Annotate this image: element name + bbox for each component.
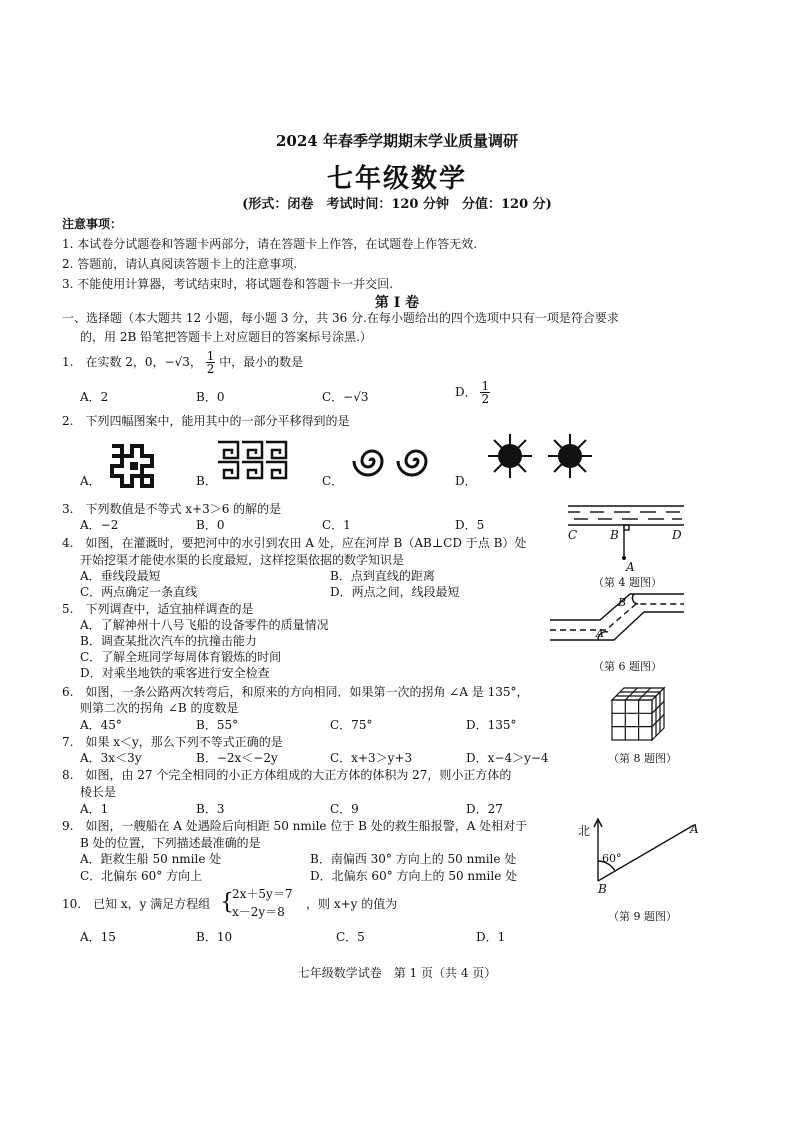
fig9-north-label: 北	[578, 824, 591, 838]
q2-option-a[interactable]: A．	[80, 474, 101, 488]
fig4-label-d: D	[672, 528, 682, 542]
section-heading: 一、选择题（本大题共 12 小题，每小题 3 分，共 36 分.在每小题给出的四个选项中只有一项是符合要求	[62, 311, 619, 325]
fig6-label-a: A	[596, 627, 604, 640]
question-9-cont: B 处的位置，下列描述最准确的是	[80, 836, 261, 850]
question-6-cont: 则第二次的拐角 ∠B 的度数是	[80, 701, 239, 715]
q9-option-a[interactable]: A．距救生船 50 nmile 处	[80, 852, 222, 866]
fig4-caption: （第 4 题图）	[593, 576, 662, 589]
q5-option-c[interactable]: C．了解全班同学每周体育锻炼的时间	[80, 650, 282, 664]
q4-option-d[interactable]: D．两点之间，线段最短	[330, 585, 460, 599]
q3-option-b[interactable]: B．0	[196, 518, 225, 532]
question-4: 4. 如图，在灌溉时，要把河中的水引到农田 A 处，应在河岸 B（AB⊥CD 于点 B）处	[62, 536, 527, 550]
page-footer: 七年级数学试卷 第 1 页（共 4 页）	[297, 966, 497, 980]
q3-option-a[interactable]: A．−2	[80, 518, 119, 532]
q2-option-c[interactable]: C．	[322, 474, 344, 488]
exam-title: 2024 年春季学期期末学业质量调研	[276, 132, 518, 150]
q1-option-a[interactable]: A．2	[80, 390, 109, 404]
q3-option-d[interactable]: D．5	[455, 518, 485, 532]
q6-option-a[interactable]: A．45°	[80, 718, 122, 732]
q2-pattern-a	[108, 440, 164, 490]
q8-option-a[interactable]: A．1	[80, 802, 109, 816]
q1-option-d[interactable]: D． $\frac{1}{2}$	[455, 379, 490, 406]
q7-option-c[interactable]: C．x+3＞y+3	[330, 751, 413, 765]
q10-option-a[interactable]: A．15	[80, 930, 116, 944]
q1-option-c[interactable]: C．−√3	[322, 390, 369, 404]
q9-option-d[interactable]: D．北偏东 60° 方向上的 50 nmile 处	[310, 869, 518, 883]
q5-option-a[interactable]: A．了解神州十八号飞船的设备零件的质量情况	[80, 618, 329, 632]
fig8-caption: （第 8 题图）	[608, 752, 677, 765]
note-item: 2. 答题前，请认真阅读答题卡上的注意事项.	[62, 257, 298, 271]
exam-meta: (形式：闭卷 考试时间：120 分钟 分值：120 分)	[242, 197, 552, 212]
q7-option-a[interactable]: A．3x＜3y	[80, 751, 142, 765]
q6-option-d[interactable]: D．135°	[466, 718, 517, 732]
q2-option-b[interactable]: B．	[196, 474, 217, 488]
fig4-label-b: B	[610, 528, 619, 542]
q9-option-b[interactable]: B．南偏西 30° 方向上的 50 nmile 处	[310, 852, 517, 866]
q3-option-c[interactable]: C．1	[322, 518, 351, 532]
figure-q8-cube	[610, 686, 672, 742]
volume-title: 第 I 卷	[374, 295, 420, 311]
q1-stem-b: 中，最小的数是	[219, 355, 304, 369]
q9-option-c[interactable]: C．北偏东 60° 方向上	[80, 869, 203, 883]
q1-option-b[interactable]: B．0	[196, 390, 225, 404]
question-8-cont: 棱长是	[80, 785, 117, 799]
section-heading-cont: 的，用 2B 铅笔把答题卡上对应题目的答案标号涂黑.）	[80, 330, 372, 344]
q10-option-d[interactable]: D．1	[476, 930, 506, 944]
question-6: 6. 如图，一条公路两次转弯后，和原来的方向相同．如果第一次的拐角 ∠A 是 135°，	[62, 685, 529, 699]
question-7: 7. 如果 x＜y，那么下列不等式正确的是	[62, 735, 283, 749]
question-8: 8. 如图，由 27 个完全相同的小正方体组成的大正方体的体积为 27，则小正方体的	[62, 768, 512, 782]
question-5: 5. 下列调查中，适宜抽样调查的是	[62, 602, 254, 616]
figure-q4	[560, 502, 690, 568]
question-10-stem-a: 10. 已知 x，y 满足方程组	[62, 897, 211, 911]
q2-pattern-b	[216, 440, 290, 480]
question-4-cont: 开始挖渠才能使水渠的长度最短，这样挖渠依据的数学知识是	[80, 553, 405, 567]
fig9-caption: （第 9 题图）	[608, 910, 677, 923]
fig9-angle-label: 60°	[602, 852, 622, 865]
fig6-label-b: B	[618, 596, 627, 609]
q10-option-b[interactable]: B．10	[196, 930, 233, 944]
question-3: 3. 下列数值是不等式 x+3＞6 的解的是	[62, 502, 282, 516]
subject-title: 七年级数学	[326, 164, 467, 194]
q2-pattern-d	[486, 432, 592, 482]
question-9: 9. 如图，一艘船在 A 处遇险后向相距 50 nmile 位于 B 处的救生船报警，A 处相对于	[62, 819, 528, 833]
q7-option-d[interactable]: D．x−4＞y−4	[466, 751, 549, 765]
note-item: 1. 本试卷分试题卷和答题卡两部分，请在答题卡上作答，在试题卷上作答无效.	[62, 237, 478, 251]
q8-option-b[interactable]: B．3	[196, 802, 225, 816]
question-10-stem-b: ，则 x+y 的值为	[306, 897, 398, 911]
fig4-label-a: A	[626, 560, 635, 574]
note-item: 3. 不能使用计算器，考试结束时，将试题卷和答题卡一并交回.	[62, 277, 394, 291]
q10-brace: {	[220, 890, 234, 915]
q5-option-b[interactable]: B．调查某批次汽车的抗撞击能力	[80, 634, 257, 648]
q2-option-d[interactable]: D．	[455, 474, 477, 488]
q4-option-b[interactable]: B．点到直线的距离	[330, 569, 435, 583]
q10-equation-1: 2x＋5y＝7	[232, 887, 293, 901]
q8-option-d[interactable]: D．27	[466, 802, 503, 816]
q6-option-b[interactable]: B．55°	[196, 718, 239, 732]
q5-option-d[interactable]: D．对乘坐地铁的乘客进行安全检查	[80, 666, 270, 680]
fig4-label-c: C	[568, 528, 578, 542]
q1-fraction: $\frac{1}{2}$	[206, 349, 215, 376]
q10-equation-2: x－2y＝8	[232, 905, 285, 919]
fig9-label-b: B	[598, 882, 607, 896]
notes-heading: 注意事项：	[62, 217, 123, 231]
q2-pattern-c	[350, 443, 440, 479]
fig9-label-a: A	[690, 822, 699, 836]
question-1	[62, 350, 303, 375]
q6-option-c[interactable]: C．75°	[330, 718, 373, 732]
q8-option-c[interactable]: C．9	[330, 802, 359, 816]
question-2: 2. 下列四幅图案中，能用其中的一部分平移得到的是	[62, 414, 350, 428]
q1-stem-a: 1. 在实数 2，0，−√3，	[62, 355, 202, 369]
q10-option-c[interactable]: C．5	[336, 930, 365, 944]
q4-option-a[interactable]: A．垂线段最短	[80, 569, 161, 583]
fig6-caption: （第 6 题图）	[593, 660, 662, 673]
q4-option-c[interactable]: C．两点确定一条直线	[80, 585, 198, 599]
q7-option-b[interactable]: B．−2x＜−2y	[196, 751, 278, 765]
